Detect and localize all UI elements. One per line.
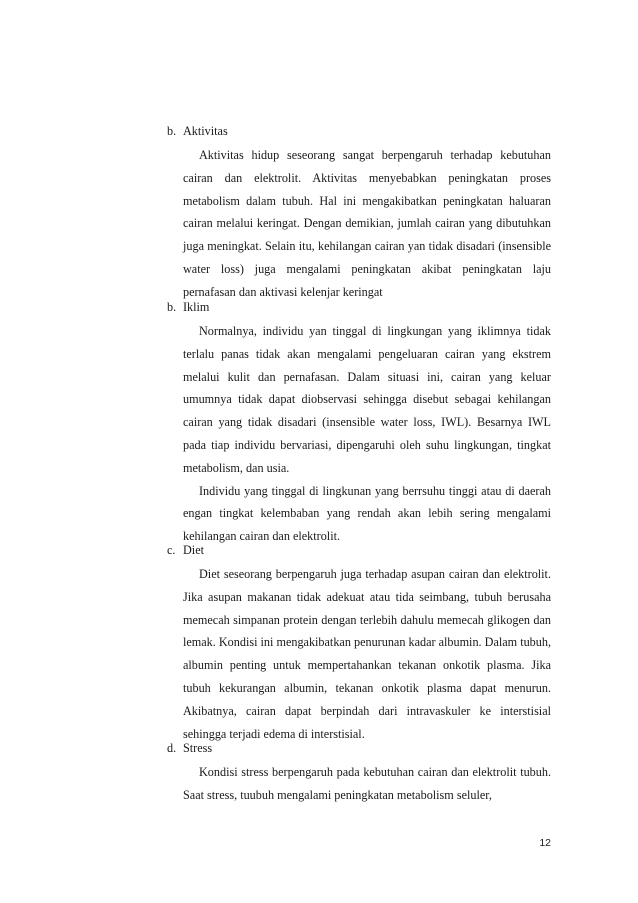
section-marker: c.: [167, 543, 176, 557]
section-marker: b.: [167, 300, 177, 314]
section-aktivitas: [167, 122, 551, 304]
section-heading: [167, 298, 551, 316]
section-heading: [167, 122, 551, 140]
paragraph: Diet seseorang berpengaruh juga terhadap asupan cairan dan elektrolit. Jika asupan makanan tidak adekuat atau tida seimbang, tubuh berusaha memecah simpanan protein dengan terlebih dahulu memecah glikogen dan lemak. Kondisi ini mengakibatkan penurunan kadar albumin. Dalam tubuh, albumin penting untuk mempertahankan tekanan onkotik plasma. Jika tubuh kekurangan albumin, tekanan onkotik plasma dapat menurun. Akibatnya, cairan dapat berpindah dari intravaskuler ke interstisial sehingga terjadi edema di interstisial.: [183, 567, 551, 741]
section-heading: [167, 541, 551, 559]
section-title: Aktivitas: [183, 124, 228, 138]
section-stress: [167, 739, 551, 807]
section-iklim: [167, 298, 551, 548]
paragraph: Individu yang tinggal di lingkunan yang berrsuhu tinggi atau di daerah engan tingkat kelembaban yang rendah akan lebih sering mengalami kehilangan cairan dan elektrolit.: [183, 483, 551, 544]
paragraph: Aktivitas hidup seseorang sangat berpengaruh terhadap kebutuhan cairan dan elektrolit. Aktivitas menyebabkan peningkatan proses metabolism dalam tubuh. Hal ini mengakibatkan peningkatan haluaran cairan melalui keringat. Dengan demikian, jumlah cairan yang dibutuhkan juga meningkat. Selain itu, kehilangan cairan yan tidak disadari (insensible water loss) juga mengalami peningkatan akibat peningkatan laju pernafasan dan aktivasi kelenjar keringat: [183, 148, 551, 299]
section-title: Diet: [183, 543, 204, 557]
section-marker: d.: [167, 741, 177, 755]
section-title: Iklim: [183, 300, 210, 314]
paragraph: Kondisi stress berpengaruh pada kebutuhan cairan dan elektrolit tubuh. Saat stress, tuubuh mengalami peningkatan metabolism seluler,: [183, 765, 551, 802]
section-title: Stress: [183, 741, 213, 755]
section-marker: b.: [167, 124, 177, 138]
page-number: 12: [539, 837, 551, 849]
section-heading: [167, 739, 551, 757]
section-diet: [167, 541, 551, 745]
paragraph: Normalnya, individu yan tinggal di lingkungan yang iklimnya tidak terlalu panas tidak akan mengalami pengeluaran cairan yang ekstrem melalui kulit dan pernafasan. Dalam situasi ini, cairan yang keluar umumnya tidak dapat diobservasi sehingga disebut sebagai kehilangan cairan yang tidak disadari (insensible water loss, IWL). Besarnya IWL pada tiap individu bervariasi, dipengaruhi oleh suhu lingkungan, tingkat metabolism, dan usia.: [183, 324, 551, 475]
